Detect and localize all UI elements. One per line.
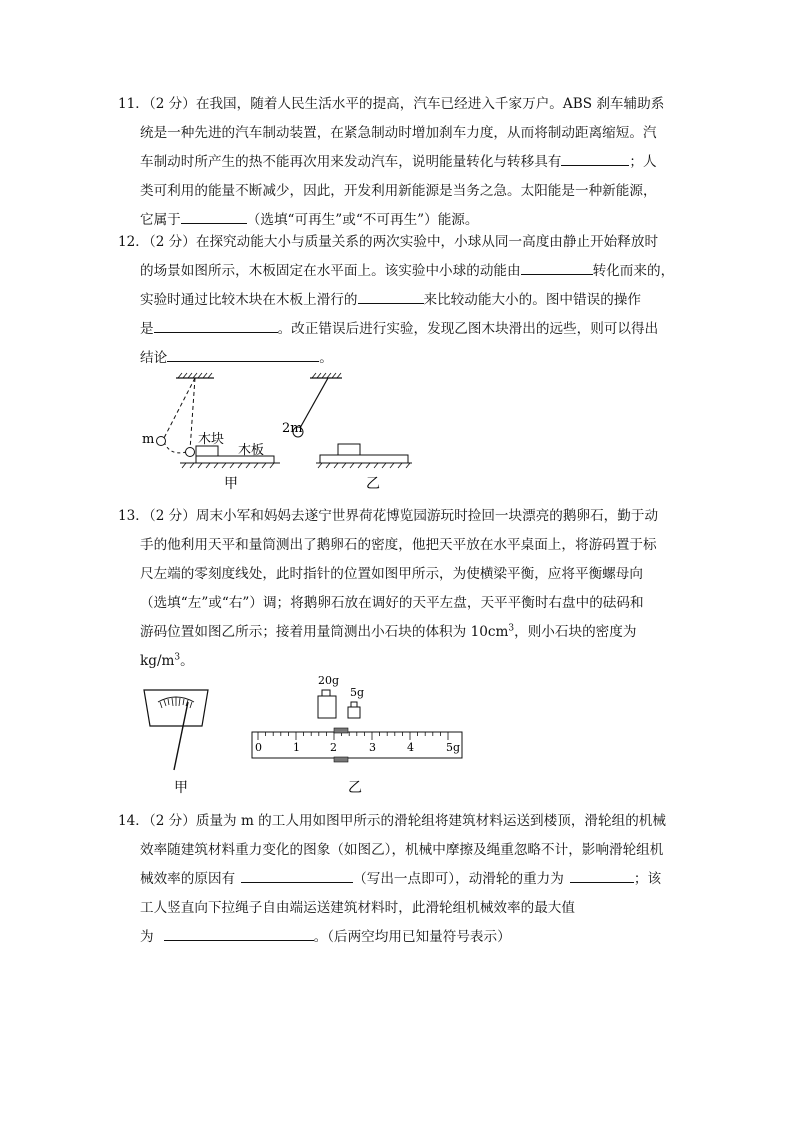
question-text: 统是一种先进的汽车制动装置，在紧急制动时增加刹车力度，从而将制动距离缩短。汽 [140,125,657,141]
tick-5g: 5g [446,741,461,754]
question-text: 在我国，随着人民生活水平的提高，汽车已经进入千家万户。ABS 刹车辅助系 [195,96,665,112]
question-text: ；该 [633,871,662,887]
board-label: 木板 [238,443,265,458]
weight-5g-label: 5g [350,686,365,699]
question-text: 结论 [140,350,168,366]
answer-blank[interactable] [181,209,247,224]
question-text: 实验时通过比较木块在木板上滑行的 [140,292,358,308]
caption-jia: 甲 [224,476,238,492]
question-text: 是 [140,321,154,337]
question-text: kg/m [140,653,175,669]
question-text: 。 [319,350,333,366]
answer-blank[interactable] [241,868,353,883]
tick-3: 3 [369,741,376,754]
answer-blank[interactable] [358,289,424,304]
tick-0: 0 [255,741,262,754]
answer-blank[interactable] [570,868,634,883]
question-text: 车制动时所产生的热不能再次用来发动汽车，说明能量转化与转移具有 [140,154,562,170]
question-text: 的场景如图所示，木板固定在水平面上。该实验中小球的动能由 [140,263,521,279]
question-text: 在探究动能大小与质量关系的两次实验中，小球从同一高度由静止开始释放时 [195,234,659,250]
ball-label-2m: 2m [282,421,303,436]
question-text: ；人 [629,154,657,170]
tick-1: 1 [293,741,300,754]
pendulum-figure [130,368,430,502]
tick-4: 4 [407,741,414,754]
question-text: 。改正错误后进行实验，发现乙图木块滑出的远些，则可以得出 [277,321,659,337]
question-number: 11． [118,96,149,112]
question-14 [118,807,678,952]
question-number: 12． [118,234,149,250]
question-text: 械效率的原因有 [140,871,236,887]
caption-jia: 甲 [174,780,188,796]
superscript: 3 [508,623,515,634]
question-11 [118,90,678,235]
question-text: 质量为 m 的工人用如图甲所示的滑轮组将建筑材料运送到楼顶，滑轮组的机械 [195,813,666,829]
answer-blank[interactable] [167,347,319,362]
question-number: 14． [118,813,149,829]
caption-yi: 乙 [348,780,362,796]
question-13 [118,502,678,676]
answer-blank[interactable] [561,151,629,166]
question-text: 手的他利用天平和量筒测出了鹅卵石的密度，他把天平放在水平桌面上，将游码置于标 [140,537,657,553]
question-text: 类可利用的能量不断减少，因此，开发利用新能源是当务之急。太阳能是一种新能源， [140,183,657,199]
question-text: 来比较动能大小的。图中错误的操作 [423,292,641,308]
block-label: 木块 [198,432,225,447]
ball-label-m: m [142,432,155,447]
question-text: 工人竖直向下拉绳子自由端运送建筑材料时，此滑轮组机械效率的最大值 [140,900,575,916]
question-score: （2 分） [148,813,196,829]
answer-blank[interactable] [164,926,314,941]
question-text: 效率随建筑材料重力变化的图象（如图乙），机械中摩擦及绳重忽略不计，影响滑轮组机 [140,842,664,858]
answer-blank[interactable] [521,260,593,275]
question-text: （选填“可再生”或“不可再生”）能源。 [246,212,479,228]
question-text: 。 [180,653,194,669]
balance-figure [136,672,476,802]
question-text: 转化而来的， [592,263,675,279]
superscript: 3 [174,652,181,663]
question-text: 周末小军和妈妈去遂宁世界荷花博览园游玩时捡回一块漂亮的鹅卵石，勤于动 [195,508,659,524]
question-text: 游码位置如图乙所示；接着用量筒测出小石块的体积为 10cm [140,624,509,640]
question-text: 它属于 [140,212,181,228]
tick-2: 2 [330,741,337,754]
question-text: （写出一点即可），动滑轮的重力为 [353,871,564,887]
question-text: 。（后两空均用已知量符号表示） [313,929,511,945]
question-score: （2 分） [148,96,196,112]
question-text: （选填“左”或“右”）调；将鹅卵石放在调好的天平左盘，天平平衡时右盘中的砝码和 [140,595,644,611]
question-text: ，则小石块的密度为 [514,624,637,640]
question-score: （2 分） [148,508,196,524]
weight-20g-label: 20g [318,674,340,687]
question-score: （2 分） [148,234,196,250]
question-number: 13． [118,508,149,524]
caption-yi: 乙 [366,476,380,492]
question-text: 尺左端的零刻度线处，此时指针的位置如图甲所示，为使横梁平衡，应将平衡螺母向 [140,566,643,582]
answer-blank[interactable] [154,318,278,333]
question-12 [118,228,678,373]
question-text: 为 [140,929,154,945]
